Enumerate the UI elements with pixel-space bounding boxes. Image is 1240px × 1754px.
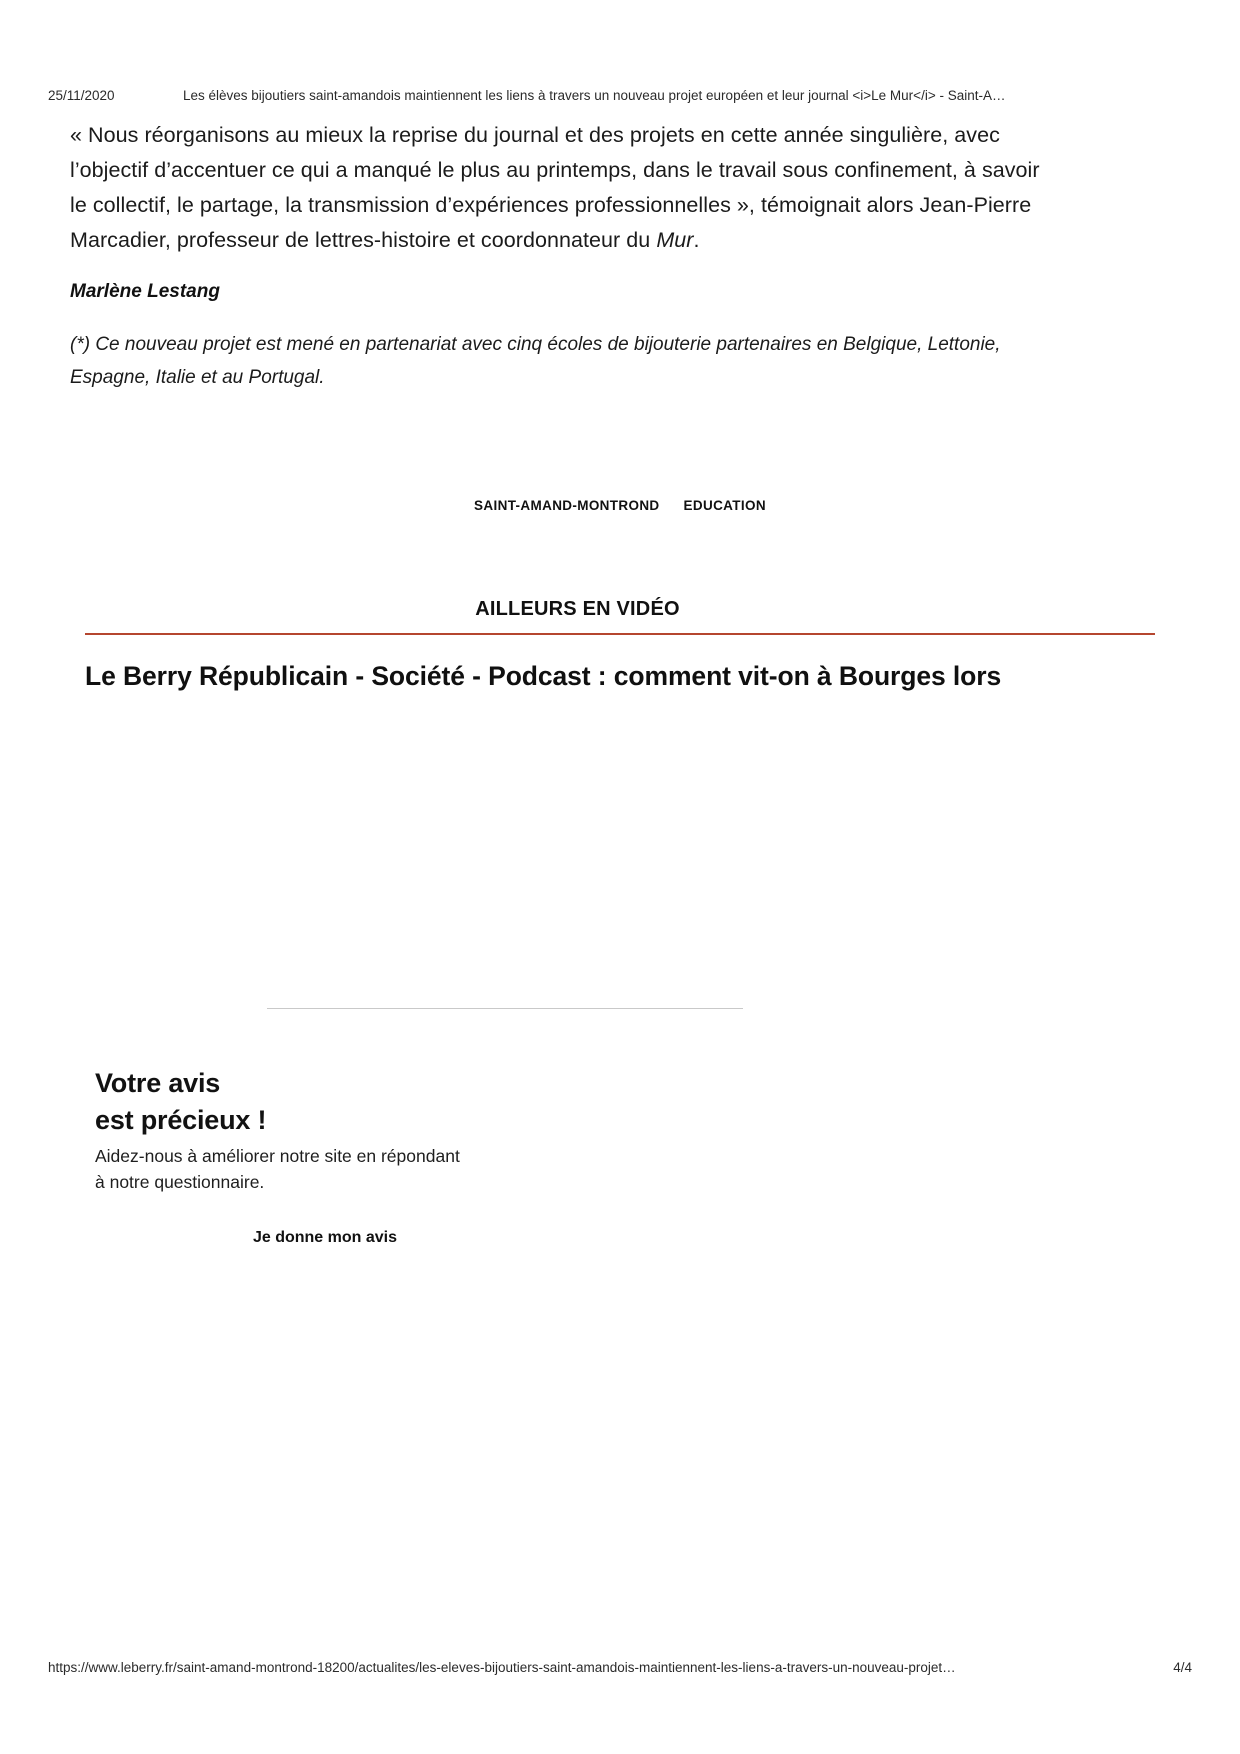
article-footnote: (*) Ce nouveau projet est mené en partenariat avec cinq écoles de bijouterie partenaires en Belgique, Lettonie, Espagne, Italie et au Portugal. [70, 334, 1001, 388]
elsewhere-in-video-heading: AILLEURS EN VIDÉO [475, 598, 680, 620]
survey-cta-button[interactable]: Je donne mon avis [252, 1229, 398, 1246]
print-footer [48, 1660, 1192, 1680]
print-page-number: 4/4 [1173, 1660, 1192, 1675]
article-tags [0, 498, 1240, 513]
print-date: 25/11/2020 [48, 88, 115, 103]
quote-period: . [693, 228, 700, 252]
survey-title-line-2: est précieux ! [95, 1105, 267, 1135]
tag-education[interactable]: EDUCATION [683, 498, 766, 513]
survey-cta-wrapper [95, 1229, 575, 1247]
tag-saint-amand-montrond[interactable]: SAINT-AMAND-MONTROND [474, 498, 660, 513]
print-source-url: https://www.leberry.fr/saint-amand-montrond-18200/actualites/les-eleves-bijoutiers-saint-amandois-maintiennent-les-liens-a-travers-un-nouveau-projet… [48, 1660, 956, 1675]
print-header [48, 88, 1192, 110]
article-body [70, 118, 1050, 394]
article-byline: Marlène Lestang [70, 281, 220, 302]
content-divider [267, 1008, 743, 1009]
quote-italic-word: Mur [656, 228, 694, 252]
print-document-title: Les élèves bijoutiers saint-amandois maintiennent les liens à travers un nouveau projet européen et leur journal <i>Le Mur</i> - Saint-A… [183, 88, 1006, 103]
survey-title-line-1: Votre avis [95, 1068, 221, 1098]
elsewhere-in-video-section [85, 598, 1155, 692]
article-quote-paragraph [70, 118, 1050, 258]
survey-subtitle [95, 1143, 575, 1195]
survey-subtitle-line-1: Aidez-nous à améliorer notre site en répondant [95, 1146, 460, 1166]
quote-text: « Nous réorganisons au mieux la reprise du journal et des projets en cette année singulière, avec l’objectif d’accentuer ce qui a manqué le plus au printemps, dans le travail sous confinement, à savoir le collectif, le partage, la transmission d’expériences professionnelles », témoignait alors Jean-Pierre Marcadier, professeur de lettres-histoire et coordonnateur du [70, 123, 1040, 252]
survey-promo-block [95, 1065, 575, 1247]
video-item-title[interactable]: Le Berry Républicain - Société - Podcast : comment vit-on à Bourges lors [85, 661, 1002, 691]
section-divider-red [85, 633, 1155, 635]
survey-subtitle-line-2: à notre questionnaire. [95, 1172, 265, 1192]
survey-title [95, 1065, 575, 1139]
